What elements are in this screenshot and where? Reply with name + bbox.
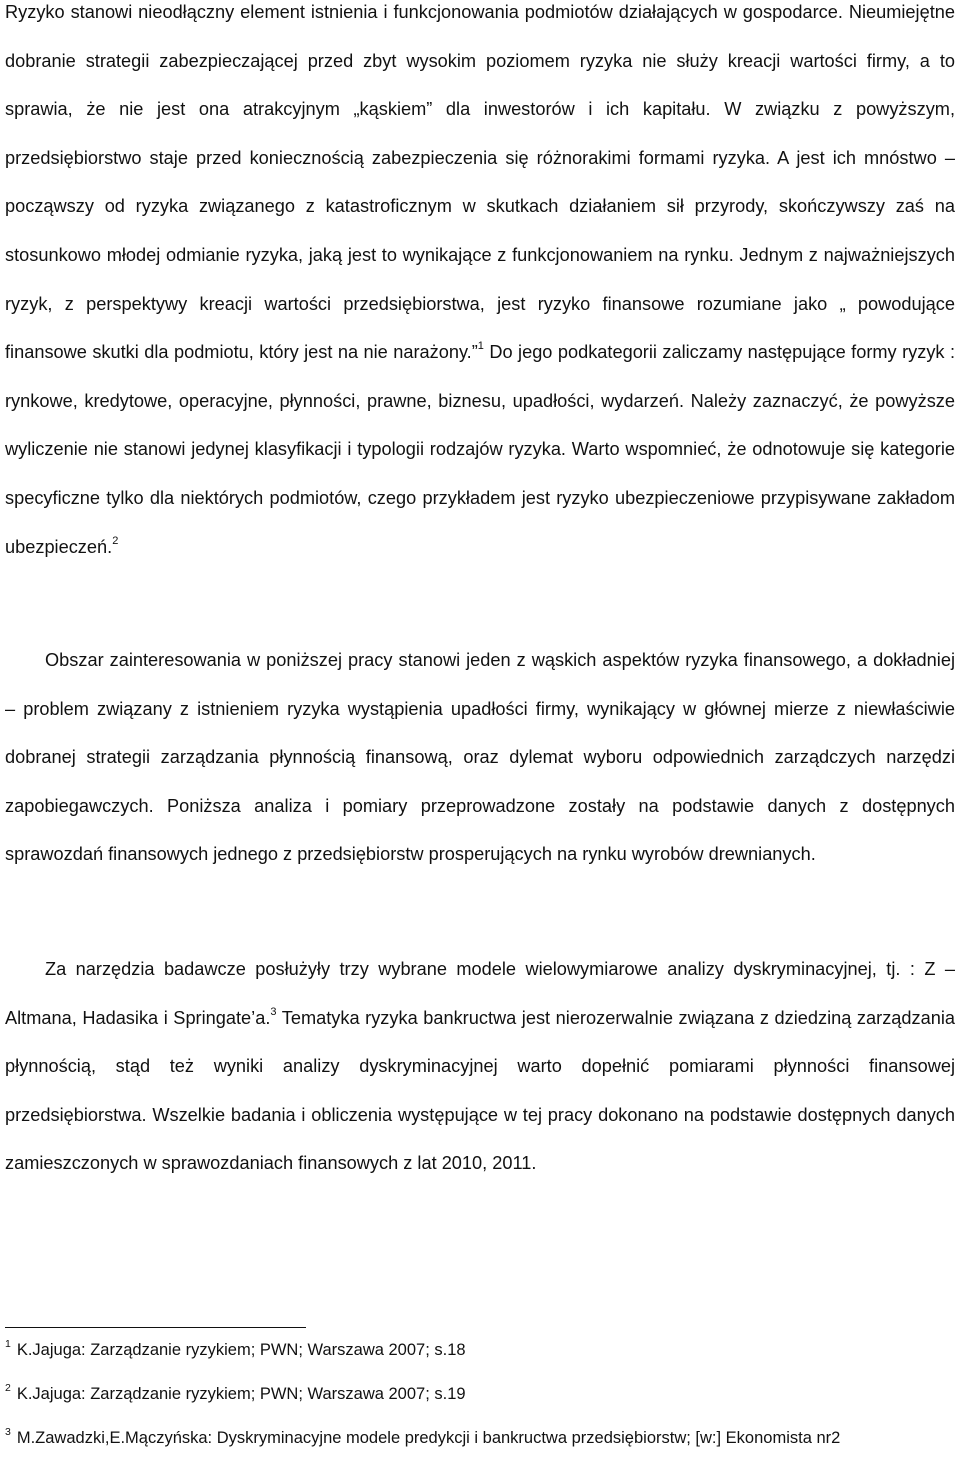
- footnote-ref-1[interactable]: 1: [477, 340, 484, 353]
- paragraph-text: Obszar zainteresowania w poniższej pracy stanowi jeden z wąskich aspektów ryzyka finansowego, a dokładniej – problem związany z istnieniem ryzyka wystąpienia upadłości firmy, wynikający w głównej mierze z niewłaściwie dobranej strategii zarządzania płynnością finansową, oraz dylemat wyboru odpowiednich zarządczych narzędzi zapobiegawczych. Poniższa analiza i pomiary przeprowadzone zostały na podstawie danych z dostępnych sprawozdań finansowych jednego z przedsiębiorstw prosperujących na rynku wyrobów drewnianych.: [5, 650, 955, 865]
- paragraph-methods: [5, 945, 955, 1188]
- footnote-2: [5, 1384, 950, 1405]
- footnote-mark: 2: [5, 1382, 11, 1394]
- paragraph-text: Za narzędzia badawcze posłużyły trzy wybrane modele wielowymiarowe analizy dyskryminacyjnej, tj. : Z – Altmana, Hadasika i Springate’a.: [5, 959, 955, 1028]
- footnote-separator: [5, 1327, 306, 1328]
- footnote-mark: 1: [5, 1338, 11, 1350]
- footnote-ref-3[interactable]: 3: [270, 1005, 277, 1018]
- paragraph-risk-intro: [5, 0, 955, 571]
- paragraph-scope: [5, 636, 955, 879]
- paragraph-text: Do jego podkategorii zaliczamy następujące formy ryzyk : rynkowe, kredytowe, operacyjne, płynności, prawne, biznesu, upadłości, wydarzeń. Należy zaznaczyć, że powyższe wyliczenie nie stanowi jedynej klasyfikacji i typologii rodzajów ryzyka. Warto wspomnieć, że odnotowuje się kategorie specyficzne tylko dla niektórych podmiotów, czego przykładem jest ryzyko ubezpieczeniowe przypisywane zakładom ubezpieczeń.: [5, 342, 955, 557]
- footnote-mark: 3: [5, 1426, 11, 1438]
- footnote-text: K.Jajuga: Zarządzanie ryzykiem; PWN; Warszawa 2007; s.19: [16, 1385, 466, 1403]
- footnote-ref-2[interactable]: 2: [112, 534, 119, 547]
- paragraph-text: Tematyka ryzyka bankructwa jest nierozerwalnie związana z dziedziną zarządzania płynnością, stąd też wyniki analizy dyskryminacyjnej warto dopełnić pomiarami płynności finansowej przedsiębiorstwa. Wszelkie badania i obliczenia występujące w tej pracy dokonano na podstawie dostępnych danych zamieszczonych w sprawozdaniach finansowych z lat 2010, 2011.: [5, 1007, 955, 1174]
- footnote-1: [5, 1340, 950, 1361]
- footnote-3: [5, 1428, 950, 1449]
- paragraph-text: Ryzyko stanowi nieodłączny element istnienia i funkcjonowania podmiotów działających w gospodarce. Nieumiejętne dobranie strategii zabezpieczającej przed zbyt wysokim poziomem ryzyka nie służy kreacji wartości firmy, a to sprawia, że nie jest ona atrakcyjnym „kąskiem” dla inwestorów i ich kapitału. W związku z powyższym, przedsiębiorstwo staje przed koniecznością zabezpieczenia się różnorakimi formami ryzyka. A jest ich mnóstwo – począwszy od ryzyka związanego z katastroficznym w skutkach działaniem sił przyrody, skończywszy zaś na stosunkowo młodej odmianie ryzyka, jaką jest to wynikające z funkcjonowaniem na rynku. Jednym z najważniejszych ryzyk, z perspektywy kreacji wartości przedsiębiorstwa, jest ryzyko finansowe rozumiane jako „ powodujące finansowe skutki dla podmiotu, który jest na nie narażony.”: [5, 2, 955, 363]
- footnote-text: M.Zawadzki,E.Mączyńska: Dyskryminacyjne modele predykcji i bankructwa przedsiębiorstw; [w:] Ekonomista nr2: [16, 1429, 841, 1447]
- footnote-text: K.Jajuga: Zarządzanie ryzykiem; PWN; Warszawa 2007; s.18: [16, 1341, 466, 1359]
